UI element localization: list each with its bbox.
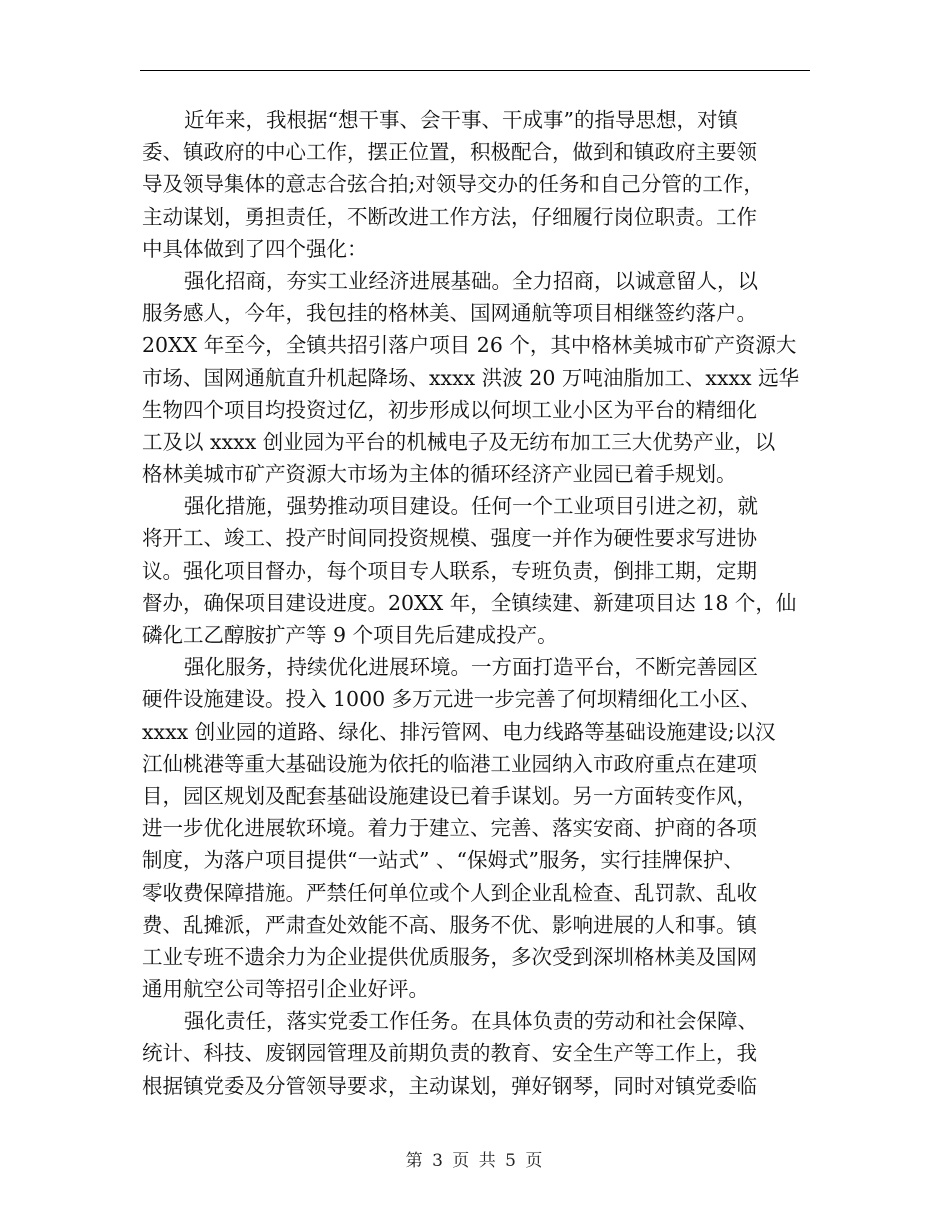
paragraph-line: 统计、科技、废钢园管理及前期负责的教育、安全生产等工作上，我 [142, 1041, 757, 1066]
paragraph-line: 磷化工乙醇胺扩产等 9 个项目先后建成投产。 [142, 623, 558, 647]
paragraph-line: 根据镇党委及分管领导要求，主动谋划，弹好钢琴，同时对镇党委临 [142, 1073, 757, 1098]
paragraph-line: 格林美城市矿产资源大市场为主体的循环经济产业园已着手规划。 [142, 462, 737, 487]
paragraph-line: 费、乱摊派，严肃查处效能不高、服务不优、影响进展的人和事。镇 [142, 912, 757, 937]
paragraph-line: xxxx 创业园的道路、绿化、排污管网、电力线路等基础设施建设;以汉 [142, 719, 776, 744]
paragraph-line: 生物四个项目均投资过亿，初步形成以何坝工业小区为平台的精细化 [142, 397, 757, 422]
paragraph-line: 强化招商，夯实工业经济进展基础。全力招商，以诚意留人，以 [184, 268, 758, 293]
paragraph-line: 将开工、竣工、投产时间同投资规模、强度一并作为硬性要求写进协 [142, 526, 757, 551]
paragraph-line: 制度，为落户项目提供“一站式” 、“保姆式”服务，实行挂牌保护、 [142, 848, 744, 873]
paragraph-line: 近年来，我根据“想干事、会干事、干成事”的指导思想，对镇 [184, 108, 738, 132]
paragraph-line: 督办，确保项目建设进度。20XX 年，全镇续建、新建项目达 18 个，仙 [142, 590, 797, 615]
paragraph-line: 进一步优化进展软环境。着力于建立、完善、落实安商、护商的各项 [142, 816, 757, 841]
paragraph-line: 硬件设施建设。投入 1000 多万元进一步完善了何坝精细化工小区、 [142, 687, 761, 712]
paragraph-line: 市场、国网通航直升机起降场、xxxx 洪波 20 万吨油脂加工、xxxx 远华 [142, 365, 800, 390]
paragraph-line: 强化责任，落实党委工作任务。在具体负责的劳动和社会保障、 [184, 1009, 758, 1034]
paragraph-line: 20XX 年至今，全镇共招引落户项目 26 个，其中格林美城市矿产资源大 [142, 333, 797, 358]
paragraph-line: 议。强化项目督办，每个项目专人联系，专班负责，倒排工期，定期 [142, 558, 757, 583]
paragraph-line: 中具体做到了四个强化： [142, 236, 368, 261]
document-body [142, 104, 814, 1102]
paragraph-line: 目，园区规划及配套基础设施建设已着手谋划。另一方面转变作风， [142, 783, 757, 808]
paragraph-line: 零收费保障措施。严禁任何单位或个人到企业乱检查、乱罚款、乱收 [142, 880, 757, 905]
paragraph-line: 工及以 xxxx 创业园为平台的机械电子及无纺布加工三大优势产业，以 [142, 429, 776, 454]
paragraph-line: 强化服务，持续优化进展环境。一方面打造平台，不断完善园区 [184, 655, 758, 680]
paragraph-line: 工业专班不遗余力为企业提供优质服务，多次受到深圳格林美及国网 [142, 944, 757, 969]
paragraph-line: 委、镇政府的中心工作，摆正位置，积极配合，做到和镇政府主要领 [142, 140, 757, 165]
paragraph-line: 服务感人，今年，我包挂的格林美、国网通航等项目相继签约落户。 [142, 301, 757, 326]
header-rule [140, 70, 810, 71]
page-number: 第 3 页 共 5 页 [405, 1151, 545, 1171]
paragraph-line: 通用航空公司等招引企业好评。 [142, 977, 429, 1002]
paragraph-line: 强化措施，强势推动项目建设。任何一个工业项目引进之初，就 [184, 494, 758, 519]
paragraph-line: 江仙桃港等重大基础设施为依托的临港工业园纳入市政府重点在建项 [142, 751, 757, 776]
paragraph-line: 主动谋划，勇担责任，不断改进工作方法，仔细履行岗位职责。工作 [142, 204, 757, 229]
paragraph-line: 导及领导集体的意志合弦合拍;对领导交办的任务和自己分管的工作， [142, 172, 764, 197]
